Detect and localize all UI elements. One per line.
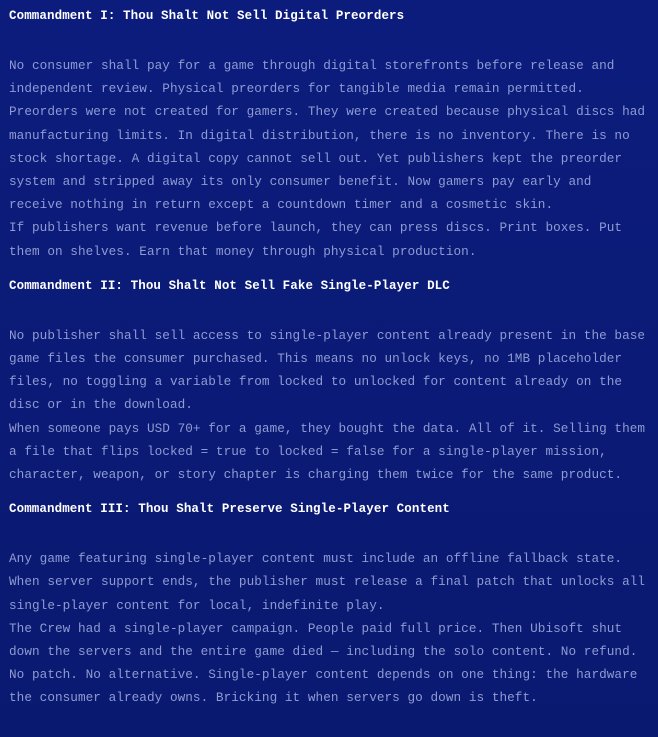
commandment-2-paragraph-1: No publisher shall sell access to single-player content already present in the base game files the consumer purchased. This means no unlock keys, no 1MB placeholder files, no toggling a variable from locked to unlocked for content already on the disc or in the download.	[9, 327, 646, 413]
commandment-2-heading: Commandment II: Thou Shalt Not Sell Fake Single-Player DLC	[9, 278, 450, 293]
commandment-2-section	[9, 278, 649, 486]
commandment-1-paragraph-3: If publishers want revenue before launch, they can press discs. Print boxes. Put them on shelves. Earn that money through physical production.	[9, 220, 623, 259]
commandment-2-paragraph-2: When someone pays USD 70+ for a game, they bought the data. All of it. Selling them a file that flips locked = true to locked = false for a single-player mission, character, weapon, or story chapter is charging them twice for the same product.	[9, 420, 646, 483]
commandment-1-paragraph-2: Preorders were not created for gamers. They were created because physical discs had manufacturing limits. In digital distribution, there is no inventory. There is no stock shortage. A digital copy cannot sell out. Yet publishers kept the preorder system and stripped away its only consumer benefit. Now gamers pay early and receive nothing in return except a countdown timer and a cosmetic skin.	[9, 104, 646, 213]
commandment-1-paragraph-1: No consumer shall pay for a game through digital storefronts before release and independent review. Physical preorders for tangible media remain permitted.	[9, 58, 615, 97]
commandment-1-section	[9, 8, 649, 263]
commandment-3-paragraph-1: Any game featuring single-player content must include an offline fallback state. When server support ends, the publisher must release a final patch that unlocks all single-player content for local, indefinite play.	[9, 551, 646, 613]
commandment-3-heading: Commandment III: Thou Shalt Preserve Single-Player Content	[9, 502, 450, 517]
commandment-3-section	[9, 501, 649, 709]
commandment-3-paragraph-2: The Crew had a single-player campaign. People paid full price. Then Ubisoft shut down the servers and the entire game died — including the solo content. No refund. No patch. No alternative. Single-player content depends on one thing: the hardware the consumer already owns. Bricking it when servers go down is theft.	[9, 620, 638, 706]
commandment-1-heading: Commandment I: Thou Shalt Not Sell Digital Preorders	[9, 9, 405, 23]
